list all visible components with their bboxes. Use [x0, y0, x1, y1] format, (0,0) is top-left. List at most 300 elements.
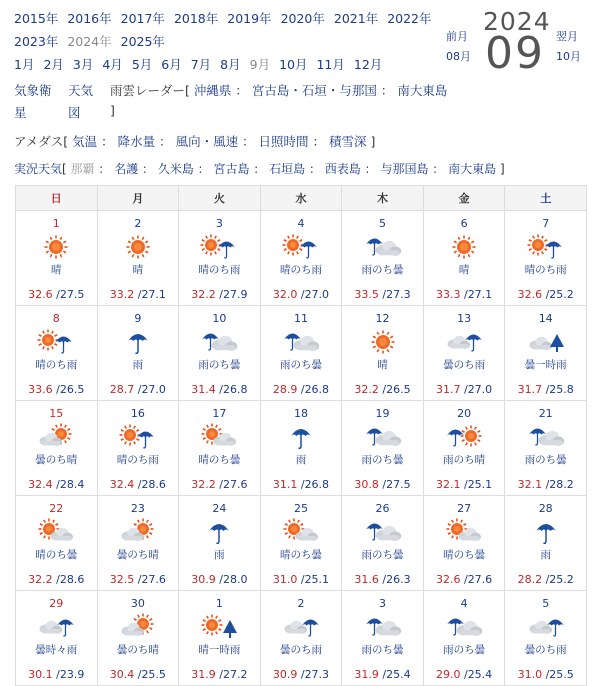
temperature-range — [98, 478, 179, 491]
calendar-day-cell — [423, 401, 505, 496]
temperature-range — [16, 478, 97, 491]
weather-condition-link[interactable]: 曇のち晴 — [35, 454, 78, 466]
temp-min: 27.2 — [223, 668, 248, 681]
temp-max: 32.6 — [517, 288, 543, 301]
calendar-day-cell — [179, 496, 261, 591]
umbrella-weather-icon — [282, 423, 320, 451]
calendar-week — [16, 211, 587, 306]
temp-min: 27.0 — [467, 383, 493, 396]
temp-max: 33.2 — [109, 288, 135, 301]
day-number: 5 — [542, 597, 550, 610]
month-links — [14, 55, 391, 73]
temperature-range — [505, 478, 586, 491]
day-number: 2 — [297, 597, 305, 610]
temp-separator: / — [52, 668, 60, 681]
day-number: 17 — [212, 407, 227, 420]
umbrella-cloud-weather-icon — [200, 328, 238, 356]
year-link-1[interactable]: 2016年 — [67, 11, 112, 26]
day-number: 26 — [375, 502, 390, 515]
day-number: 2 — [134, 217, 142, 230]
temp-max: 32.1 — [517, 478, 543, 491]
temp-min: 26.8 — [223, 383, 248, 396]
temperature-range — [261, 478, 342, 491]
radar-area-minamidaito[interactable]: 南大東島 — [397, 83, 448, 98]
temp-separator: / — [52, 573, 60, 586]
year-link-0[interactable]: 2015年 — [14, 11, 59, 26]
temp-max: 32.6 — [28, 288, 53, 301]
temp-min: 27.9 — [223, 288, 248, 301]
temp-min: 25.4 — [467, 668, 493, 681]
temp-separator: / — [542, 383, 550, 396]
year-link-6[interactable]: 2021年 — [333, 11, 379, 26]
temperature-range — [342, 288, 423, 301]
calendar-day-cell — [423, 211, 505, 306]
amedas-precip[interactable]: 降水量 — [117, 134, 156, 149]
sun-cloud-weather-icon — [445, 518, 483, 546]
temp-min: 25.8 — [549, 383, 574, 396]
temp-max: 32.5 — [109, 573, 135, 586]
day-number: 1 — [52, 217, 60, 230]
weather-condition-link[interactable]: 晴のち雨 — [116, 454, 159, 466]
cloud-tree-weather-icon — [527, 328, 565, 356]
temp-min: 26.8 — [304, 383, 330, 396]
satellite-link-2[interactable]: 星 — [14, 105, 27, 120]
current-month: 09 — [485, 28, 545, 79]
calendar-day-cell — [97, 591, 179, 686]
month-link-8: 9月 — [249, 57, 271, 72]
temp-separator: / — [215, 668, 223, 681]
month-link-6[interactable]: 7月 — [190, 57, 212, 72]
temp-separator: / — [52, 383, 60, 396]
temp-min: 26.5 — [386, 383, 411, 396]
day-number: 27 — [457, 502, 472, 515]
weather-condition-link[interactable]: 晴 — [51, 264, 62, 276]
temperature-range — [261, 288, 342, 301]
day-number: 10 — [212, 312, 227, 325]
temp-max: 30.8 — [354, 478, 379, 491]
weekday-mon: 月 — [97, 186, 179, 211]
day-number: 20 — [457, 407, 472, 420]
weather-condition-link[interactable]: 晴 — [132, 264, 144, 276]
calendar-day-cell — [505, 306, 587, 401]
temperature-range — [342, 573, 423, 586]
temp-max: 30.9 — [191, 573, 216, 586]
temperature-range — [16, 288, 97, 301]
weather-condition-link[interactable]: 雨 — [132, 359, 144, 371]
temp-max: 31.0 — [272, 573, 298, 586]
calendar-day-cell — [505, 401, 587, 496]
day-number: 29 — [49, 597, 64, 610]
cloud-sun-weather-icon — [119, 613, 157, 641]
temperature-range — [98, 668, 179, 681]
temp-max: 33.5 — [354, 288, 379, 301]
sun-cloud-weather-icon — [37, 518, 75, 546]
weekday-header — [16, 186, 587, 211]
month-link-7[interactable]: 8月 — [220, 57, 241, 72]
temp-max: 31.4 — [191, 383, 216, 396]
temp-min: 27.3 — [386, 288, 411, 301]
day-number: 30 — [130, 597, 145, 610]
umbrella-cloud-weather-icon — [364, 423, 402, 451]
temp-separator: / — [52, 478, 60, 491]
umbrella-cloud-weather-icon — [364, 233, 402, 261]
temp-max: 31.0 — [517, 668, 543, 681]
day-number: 11 — [293, 312, 308, 325]
temp-max: 32.1 — [435, 478, 461, 491]
jikkyo-kumejima[interactable]: 久米島 — [157, 162, 194, 176]
temp-max: 32.2 — [191, 478, 216, 491]
day-number: 19 — [375, 407, 390, 420]
amedas-snow[interactable]: 積雪深 — [329, 134, 367, 149]
month-link-5[interactable]: 6月 — [161, 57, 182, 72]
temp-separator: / — [297, 288, 305, 301]
temperature-range — [98, 288, 179, 301]
radar-area-okinawa[interactable]: 沖縄県 — [193, 83, 232, 98]
temp-max: 32.2 — [28, 573, 53, 586]
temp-min: 26.3 — [386, 573, 411, 586]
weekday-wed: 水 — [260, 186, 342, 211]
calendar-day-cell — [179, 211, 261, 306]
jikkyo-iriomote[interactable]: 西表島 — [324, 162, 361, 176]
jikkyo-current: 那覇 — [70, 162, 95, 176]
weather-condition-link[interactable]: 晴のち雨 — [524, 264, 567, 276]
temperature-range — [98, 573, 179, 586]
cloud-umbrella-weather-icon — [37, 613, 75, 641]
umbrella-cloud-weather-icon — [445, 613, 483, 641]
weather-condition-link[interactable]: 雨のち曇 — [361, 549, 404, 561]
temp-min: 25.5 — [549, 668, 574, 681]
jikkyo-yonaguni[interactable]: 与那国島 — [380, 162, 429, 176]
day-number: 5 — [379, 217, 387, 230]
temp-min: 28.0 — [223, 573, 248, 586]
sun-weather-icon — [445, 233, 483, 261]
temp-separator: / — [134, 668, 142, 681]
calendar-day-cell — [260, 306, 342, 401]
weather-condition-link[interactable]: 曇のち晴 — [116, 549, 159, 561]
umbrella-weather-icon — [200, 518, 238, 546]
temperature-range — [342, 383, 423, 396]
next-month-link[interactable]: 10月 — [556, 50, 581, 63]
day-number: 4 — [460, 597, 468, 610]
calendar-day-cell — [260, 496, 342, 591]
jikkyo-miyakojima[interactable]: 宮古島 — [213, 162, 250, 176]
temp-min: 28.4 — [59, 478, 85, 491]
temp-max: 32.2 — [191, 288, 216, 301]
temperature-range — [16, 383, 97, 396]
jikkyo-minamidaito[interactable]: 南大東島 — [448, 162, 497, 176]
temperature-range — [424, 383, 505, 396]
sun-umbrella-weather-icon — [37, 328, 75, 356]
temp-separator: / — [215, 288, 223, 301]
temperature-range — [505, 668, 586, 681]
amedas-sunshine[interactable]: 日照時間 — [258, 134, 309, 149]
calendar-day-cell — [16, 496, 98, 591]
radar-label[interactable]: 雨雲レーダー — [110, 83, 186, 98]
year-link-2-1: 2024年 — [67, 34, 112, 49]
day-number: 4 — [297, 217, 305, 230]
temp-separator: / — [460, 573, 468, 586]
temp-max: 31.7 — [517, 383, 543, 396]
temp-min: 26.8 — [304, 478, 330, 491]
year-link-3[interactable]: 2018年 — [173, 11, 219, 26]
temp-separator: / — [215, 478, 223, 491]
calendar-day-cell — [16, 401, 98, 496]
weather-condition-link[interactable]: 雨のち曇 — [361, 454, 404, 466]
temperature-range — [505, 383, 586, 396]
month-link-10[interactable]: 11月 — [316, 57, 345, 72]
day-number: 3 — [379, 597, 387, 610]
day-number: 1 — [215, 597, 223, 610]
weather-condition-link[interactable]: 雨 — [295, 454, 307, 466]
day-number: 8 — [52, 312, 60, 325]
calendar-day-cell — [423, 306, 505, 401]
day-number: 14 — [538, 312, 553, 325]
temperature-range — [16, 668, 97, 681]
radar-area-miyako[interactable]: 宮古島・石垣・与那国 — [251, 83, 377, 98]
weekday-fri: 金 — [423, 186, 505, 211]
temperature-range — [179, 573, 260, 586]
calendar-day-cell — [260, 211, 342, 306]
year-links-row1 — [14, 9, 441, 27]
temp-separator: / — [542, 288, 550, 301]
calendar-day-cell — [97, 496, 179, 591]
weather-condition-link[interactable]: 雨のち曇 — [443, 644, 486, 656]
weather-condition-link[interactable]: 曇のち晴 — [116, 644, 159, 656]
umbrella-weather-icon — [527, 518, 565, 546]
radar-links: 雨雲レーダー[ 沖縄県 ： 宮古島・石垣・与那国 ： 南大東島 — [110, 83, 448, 98]
temp-separator: / — [460, 383, 468, 396]
month-link-2[interactable]: 3月 — [72, 57, 94, 72]
temp-min: 27.5 — [59, 288, 85, 301]
temp-min: 25.1 — [304, 573, 330, 586]
temp-max: 28.9 — [272, 383, 298, 396]
temperature-range — [261, 573, 342, 586]
month-link-1[interactable]: 2月 — [43, 57, 64, 72]
calendar-day-cell — [342, 496, 424, 591]
calendar-week — [16, 591, 587, 686]
month-link-3[interactable]: 4月 — [102, 57, 123, 72]
weather-condition-link[interactable]: 曇時々雨 — [35, 644, 78, 656]
weekday-sat: 土 — [505, 186, 587, 211]
temp-max: 31.7 — [435, 383, 461, 396]
calendar-day-cell — [505, 211, 587, 306]
temp-min: 27.1 — [141, 288, 166, 301]
temp-max: 30.4 — [109, 668, 135, 681]
day-number: 22 — [49, 502, 64, 515]
calendar-week — [16, 306, 587, 401]
sun-tree-weather-icon — [200, 613, 238, 641]
temp-separator: / — [378, 668, 387, 681]
temp-min: 25.5 — [141, 668, 166, 681]
jikkyo-nago[interactable]: 名護 — [114, 162, 139, 176]
day-number: 12 — [375, 312, 390, 325]
weather-condition-link[interactable]: 曇のち雨 — [524, 644, 567, 656]
umbrella-cloud-weather-icon — [364, 518, 402, 546]
month-link-4[interactable]: 5月 — [131, 57, 153, 72]
calendar-week — [16, 401, 587, 496]
temp-max: 28.7 — [109, 383, 135, 396]
weekday-thu: 木 — [342, 186, 424, 211]
weekday-tue: 火 — [179, 186, 261, 211]
current-year: 2024 — [483, 7, 551, 36]
weather-condition-link[interactable]: 雨のち晴 — [443, 454, 486, 466]
temp-max: 33.3 — [435, 288, 461, 301]
calendar-day-cell — [505, 496, 587, 591]
cloud-sun-weather-icon — [37, 423, 75, 451]
prev-month-label[interactable]: 前月 — [446, 30, 468, 43]
jikkyo-links: 実況天気[ 那覇 ： 名護 ： 久米島 ： 宮古島 ： 石垣島 ： 西表島 ： 与那国島 ： 南大東島 ] — [14, 162, 505, 176]
prev-month-link[interactable]: 08月 — [446, 50, 471, 63]
temp-min: 25.2 — [549, 288, 574, 301]
sun-umbrella-weather-icon — [200, 233, 238, 261]
temperature-range — [424, 478, 505, 491]
weather-condition-link[interactable]: 晴のち曇 — [198, 454, 241, 466]
calendar-day-cell — [423, 591, 505, 686]
day-number: 15 — [49, 407, 64, 420]
day-number: 13 — [457, 312, 472, 325]
weather-map-link-2[interactable]: 図 — [68, 105, 81, 120]
temp-max: 33.6 — [28, 383, 53, 396]
cloud-umbrella-weather-icon — [445, 328, 483, 356]
umbrella-cloud-weather-icon — [282, 328, 320, 356]
temp-min: 25.4 — [386, 668, 411, 681]
weather-condition-link[interactable]: 晴のち雨 — [35, 359, 78, 371]
jikkyo-ishigakijima[interactable]: 石垣島 — [269, 162, 306, 176]
temp-min: 27.6 — [141, 573, 166, 586]
calendar-day-cell — [342, 591, 424, 686]
weather-condition-link[interactable]: 雨のち曇 — [361, 644, 404, 656]
weather-condition-link[interactable]: 晴のち雨 — [198, 264, 241, 276]
umbrella-weather-icon — [119, 328, 157, 356]
temp-max: 31.1 — [272, 478, 298, 491]
day-number: 9 — [134, 312, 142, 325]
weather-map-link[interactable]: 天気 — [68, 83, 94, 98]
year-link-2-0[interactable]: 2023年 — [14, 34, 59, 49]
weather-condition-link[interactable]: 晴のち曇 — [35, 549, 78, 561]
temperature-range — [98, 383, 179, 396]
temp-separator: / — [297, 668, 305, 681]
temp-max: 32.0 — [272, 288, 298, 301]
sun-cloud-weather-icon — [282, 518, 320, 546]
year-link-5[interactable]: 2020年 — [280, 11, 325, 26]
temp-separator: / — [134, 573, 142, 586]
cloud-umbrella-weather-icon — [527, 613, 565, 641]
temp-min: 27.6 — [467, 573, 493, 586]
temperature-range — [505, 288, 586, 301]
year-link-2-2[interactable]: 2025年 — [120, 34, 165, 49]
weather-condition-link[interactable]: 雨 — [540, 549, 551, 561]
amedas-temp[interactable]: 気温 — [72, 134, 98, 149]
month-link-9[interactable]: 10月 — [279, 57, 308, 72]
temp-max: 30.9 — [272, 668, 298, 681]
calendar-day-cell — [97, 401, 179, 496]
temp-min: 27.5 — [386, 478, 411, 491]
calendar-day-cell — [342, 306, 424, 401]
temp-min: 27.6 — [223, 478, 248, 491]
temperature-range — [261, 383, 342, 396]
temp-max: 32.4 — [28, 478, 53, 491]
calendar-day-cell — [179, 401, 261, 496]
calendar-day-cell — [423, 496, 505, 591]
next-month-label[interactable]: 翌月 — [556, 30, 578, 43]
weather-condition-link[interactable]: 晴のち曇 — [443, 549, 486, 561]
temp-separator: / — [378, 288, 387, 301]
weather-condition-link[interactable]: 晴 — [377, 359, 388, 371]
temperature-range — [505, 573, 586, 586]
year-link-2[interactable]: 2017年 — [120, 11, 165, 26]
weather-condition-link[interactable]: 晴 — [458, 264, 470, 276]
temp-max: 31.9 — [191, 668, 216, 681]
temp-max: 31.9 — [354, 668, 379, 681]
temp-min: 26.5 — [59, 383, 85, 396]
weather-condition-link[interactable]: 雨 — [214, 549, 225, 561]
weather-condition-link[interactable]: 晴のち曇 — [279, 549, 322, 561]
umbrella-cloud-weather-icon — [527, 423, 565, 451]
temp-separator: / — [134, 383, 142, 396]
temperature-range — [179, 288, 260, 301]
calendar-week — [16, 496, 587, 591]
weather-condition-link[interactable]: 晴一時雨 — [198, 644, 241, 656]
umbrella-sun-weather-icon — [445, 423, 483, 451]
calendar-day-cell — [97, 306, 179, 401]
temp-separator: / — [460, 668, 468, 681]
temperature-range — [179, 668, 260, 681]
day-number: 23 — [130, 502, 145, 515]
weather-condition-link[interactable]: 雨のち曇 — [279, 359, 322, 371]
temp-separator: / — [542, 478, 550, 491]
sun-umbrella-weather-icon — [282, 233, 320, 261]
weather-condition-link[interactable]: 雨のち曇 — [198, 359, 241, 371]
temp-min: 23.9 — [59, 668, 85, 681]
cloud-sun-weather-icon — [119, 518, 157, 546]
temp-separator: / — [460, 478, 468, 491]
calendar-table — [15, 185, 587, 686]
temp-max: 28.2 — [517, 573, 543, 586]
day-number: 25 — [293, 502, 308, 515]
weather-condition-link[interactable]: 晴のち雨 — [279, 264, 322, 276]
temp-separator: / — [460, 288, 468, 301]
year-link-4[interactable]: 2019年 — [227, 11, 272, 26]
month-link-0[interactable]: 1月 — [14, 57, 35, 72]
sun-weather-icon — [119, 233, 157, 261]
weather-condition-link[interactable]: 雨のち曇 — [524, 454, 567, 466]
temperature-range — [424, 668, 505, 681]
temperature-range — [342, 478, 423, 491]
temp-separator: / — [297, 573, 305, 586]
temp-separator: / — [297, 478, 305, 491]
weather-condition-link[interactable]: 雨のち曇 — [361, 264, 404, 276]
year-link-7[interactable]: 2022年 — [387, 11, 432, 26]
weather-condition-link[interactable]: 曇のち雨 — [443, 359, 486, 371]
sun-umbrella-weather-icon — [119, 423, 157, 451]
month-link-11[interactable]: 12月 — [353, 57, 383, 72]
calendar-day-cell — [342, 401, 424, 496]
day-number: 24 — [212, 502, 227, 515]
radar-bracket-close: ] — [110, 103, 115, 118]
satellite-link[interactable]: 気象衛 — [14, 83, 52, 98]
day-number: 28 — [538, 502, 553, 515]
temp-separator: / — [134, 288, 142, 301]
amedas-wind[interactable]: 風向・風速 — [175, 134, 239, 149]
calendar-day-cell — [16, 306, 98, 401]
sun-cloud-weather-icon — [200, 423, 238, 451]
calendar-day-cell — [16, 211, 98, 306]
calendar-day-cell — [97, 211, 179, 306]
day-number: 6 — [460, 217, 468, 230]
weather-condition-link[interactable]: 曇のち雨 — [279, 644, 322, 656]
weather-condition-link[interactable]: 曇一時雨 — [524, 359, 567, 371]
temp-max: 32.2 — [354, 383, 379, 396]
